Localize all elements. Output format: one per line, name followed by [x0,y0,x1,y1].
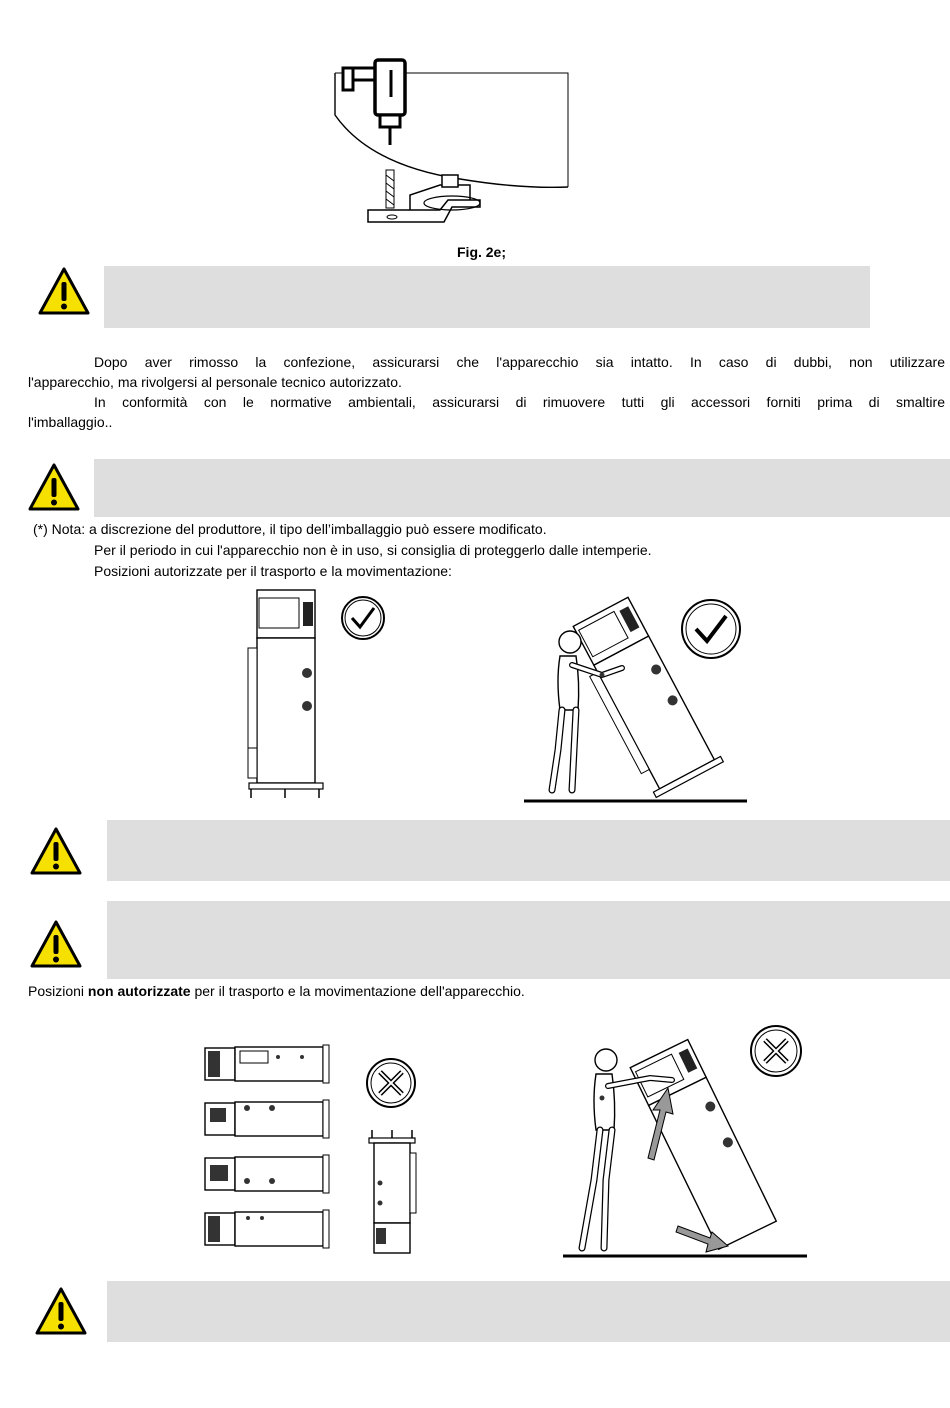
unauthorized-text-bold: non autorizzate [87,983,191,999]
protect-text: Per il periodo in cui l'apparecchio non è in uso, si consiglia di proteggerlo dalle intemperie. [94,542,652,558]
warning-panel [104,266,870,328]
unauthorized-text-pre: Posizioni [28,983,88,999]
upside-down-unit-figure [366,1128,418,1256]
cross-circle-icon [365,1057,417,1109]
unauthorized-positions-text [28,981,525,1001]
drill-bracket-figure [330,55,575,235]
warning-triangle-icon [30,826,82,876]
authorized-positions-text: Posizioni autorizzate per il trasporto e la movimentazione: [94,563,452,579]
cross-circle-icon [749,1024,803,1078]
paragraph-line: l'imballaggio.. [28,414,113,430]
paragraph-line: l'apparecchio, ma rivolgersi al personale tecnico autorizzato. [28,374,402,390]
figure-caption: Fig. 2e; [457,244,507,260]
horizontal-units-figure [202,1043,337,1258]
warning-triangle-icon [35,1286,87,1336]
upright-unit-figure [245,588,330,800]
paragraph-line: In conformità con le normative ambientali, assicurarsi di rimuovere tutti gli accessori forniti prima di smaltire [94,394,945,410]
check-circle-icon [340,595,386,641]
warning-panel [107,1281,950,1342]
warning-panel [107,901,950,979]
warning-triangle-icon [38,266,90,316]
warning-panel [107,820,950,881]
paragraph-line: Dopo aver rimosso la confezione, assicurarsi che l'apparecchio sia intatto. In caso di dubbi, non utilizzare [94,354,945,370]
unauthorized-text-post: per il trasporto e la movimentazione dell'apparecchio. [190,983,525,999]
warning-panel [94,459,950,517]
horizontal-unit [205,1045,329,1083]
warning-triangle-icon [28,462,80,512]
note-text: (*) Nota: a discrezione del produttore, il tipo dell’imballaggio può essere modificato. [33,521,547,537]
check-circle-icon [680,598,742,660]
warning-triangle-icon [30,919,82,969]
